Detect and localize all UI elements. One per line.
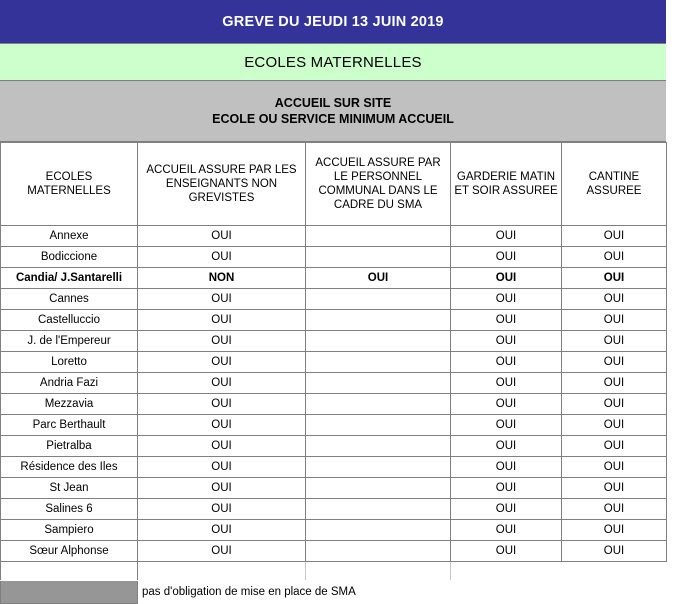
page-title-banner <box>0 0 666 44</box>
table-row <box>1 310 667 331</box>
table-row <box>1 247 667 268</box>
cell-school-name: Castelluccio <box>1 310 138 331</box>
cell-sma-status <box>306 247 451 268</box>
cell-cantine-status: OUI <box>562 268 667 289</box>
cell-school-name: Loretto <box>1 352 138 373</box>
cell-school-name: Cannes <box>1 289 138 310</box>
strike-status-table <box>0 142 667 604</box>
cell-teachers-status: OUI <box>138 478 306 499</box>
cell-garderie-status: OUI <box>451 268 562 289</box>
cell-cantine-status: OUI <box>562 289 667 310</box>
cell-cantine-status: OUI <box>562 226 667 247</box>
cell-sma-status <box>306 394 451 415</box>
cell-school-name: Mezzavia <box>1 394 138 415</box>
spacer-cell-sma <box>306 562 451 581</box>
cell-school-name: St Jean <box>1 478 138 499</box>
column-header-garderie: GARDERIE MATIN ET SOIR ASSUREE <box>451 143 562 226</box>
table-header-row <box>1 143 667 226</box>
table-footer <box>1 562 667 604</box>
cell-school-name: Sœur Alphonse <box>1 541 138 562</box>
table-row <box>1 226 667 247</box>
cell-teachers-status: OUI <box>138 373 306 394</box>
cell-garderie-status: OUI <box>451 457 562 478</box>
cell-school-name: Résidence des Iles <box>1 457 138 478</box>
cell-garderie-status: OUI <box>451 373 562 394</box>
cell-teachers-status: NON <box>138 268 306 289</box>
cell-school-name: Andria Fazi <box>1 373 138 394</box>
cell-cantine-status: OUI <box>562 541 667 562</box>
cell-sma-status <box>306 478 451 499</box>
spacer-cell-garderie <box>451 562 562 581</box>
column-header-cantine: CANTINE ASSUREE <box>562 143 667 226</box>
cell-cantine-status: OUI <box>562 394 667 415</box>
cell-cantine-status: OUI <box>562 457 667 478</box>
cell-teachers-status: OUI <box>138 499 306 520</box>
table-row <box>1 499 667 520</box>
cell-sma-status <box>306 310 451 331</box>
table-row <box>1 415 667 436</box>
cell-garderie-status: OUI <box>451 520 562 541</box>
cell-school-name: Bodiccione <box>1 247 138 268</box>
table-row <box>1 352 667 373</box>
column-header-sma: ACCUEIL ASSURE PAR LE PERSONNEL COMMUNAL DANS LE CADRE DU SMA <box>306 143 451 226</box>
cell-cantine-status: OUI <box>562 478 667 499</box>
cell-school-name: Parc Berthault <box>1 415 138 436</box>
table-row <box>1 457 667 478</box>
cell-garderie-status: OUI <box>451 436 562 457</box>
school-category-banner <box>0 44 666 81</box>
cell-garderie-status: OUI <box>451 499 562 520</box>
table-row <box>1 520 667 541</box>
cell-cantine-status: OUI <box>562 247 667 268</box>
cell-cantine-status: OUI <box>562 436 667 457</box>
cell-cantine-status: OUI <box>562 499 667 520</box>
section-title-line2: ECOLE OU SERVICE MINIMUM ACCUEIL <box>212 112 454 126</box>
cell-garderie-status: OUI <box>451 331 562 352</box>
cell-sma-status: OUI <box>306 268 451 289</box>
cell-teachers-status: OUI <box>138 226 306 247</box>
cell-garderie-status: OUI <box>451 394 562 415</box>
cell-garderie-status: OUI <box>451 541 562 562</box>
cell-teachers-status: OUI <box>138 310 306 331</box>
cell-sma-status <box>306 415 451 436</box>
cell-sma-status <box>306 352 451 373</box>
cell-teachers-status: OUI <box>138 289 306 310</box>
cell-sma-status <box>306 331 451 352</box>
cell-cantine-status: OUI <box>562 310 667 331</box>
spacer-row <box>1 562 667 581</box>
cell-school-name: Annexe <box>1 226 138 247</box>
cell-garderie-status: OUI <box>451 289 562 310</box>
cell-cantine-status: OUI <box>562 331 667 352</box>
cell-teachers-status: OUI <box>138 541 306 562</box>
cell-school-name: J. de l'Empereur <box>1 331 138 352</box>
cell-teachers-status: OUI <box>138 394 306 415</box>
cell-garderie-status: OUI <box>451 247 562 268</box>
cell-teachers-status: OUI <box>138 520 306 541</box>
cell-garderie-status: OUI <box>451 478 562 499</box>
cell-sma-status <box>306 436 451 457</box>
cell-school-name: Sampiero <box>1 520 138 541</box>
table-body <box>1 226 667 562</box>
cell-cantine-status: OUI <box>562 352 667 373</box>
spacer-cell-cantine <box>562 562 667 581</box>
cell-garderie-status: OUI <box>451 415 562 436</box>
cell-garderie-status: OUI <box>451 226 562 247</box>
section-banner <box>0 81 666 142</box>
cell-garderie-status: OUI <box>451 310 562 331</box>
cell-sma-status <box>306 520 451 541</box>
cell-garderie-status: OUI <box>451 352 562 373</box>
section-title-line1: ACCUEIL SUR SITE <box>274 96 392 110</box>
cell-teachers-status: OUI <box>138 352 306 373</box>
cell-sma-status <box>306 226 451 247</box>
cell-teachers-status: OUI <box>138 331 306 352</box>
cell-sma-status <box>306 541 451 562</box>
table-row <box>1 289 667 310</box>
cell-school-name: Salines 6 <box>1 499 138 520</box>
cell-cantine-status: OUI <box>562 520 667 541</box>
table-row <box>1 478 667 499</box>
legend-note: pas d'obligation de mise en place de SMA <box>138 581 667 604</box>
legend-row <box>1 581 667 604</box>
cell-sma-status <box>306 457 451 478</box>
table-row <box>1 268 667 289</box>
cell-sma-status <box>306 289 451 310</box>
cell-teachers-status: OUI <box>138 436 306 457</box>
cell-school-name: Pietralba <box>1 436 138 457</box>
column-header-teachers: ACCUEIL ASSURE PAR LES ENSEIGNANTS NON GREVISTES <box>138 143 306 226</box>
cell-school-name: Candia/ J.Santarelli <box>1 268 138 289</box>
table-row <box>1 373 667 394</box>
cell-sma-status <box>306 373 451 394</box>
column-header-school: ECOLES MATERNELLES <box>1 143 138 226</box>
cell-teachers-status: OUI <box>138 415 306 436</box>
table-row <box>1 331 667 352</box>
cell-cantine-status: OUI <box>562 415 667 436</box>
table-row <box>1 436 667 457</box>
page-title: GREVE DU JEUDI 13 JUIN 2019 <box>222 13 444 30</box>
table-row <box>1 541 667 562</box>
table-row <box>1 394 667 415</box>
spacer-cell-school <box>1 562 138 581</box>
cell-cantine-status: OUI <box>562 373 667 394</box>
spacer-cell-teachers <box>138 562 306 581</box>
cell-teachers-status: OUI <box>138 247 306 268</box>
school-category-label: ECOLES MATERNELLES <box>244 53 422 71</box>
cell-teachers-status: OUI <box>138 457 306 478</box>
legend-gray-swatch <box>1 581 138 604</box>
cell-sma-status <box>306 499 451 520</box>
